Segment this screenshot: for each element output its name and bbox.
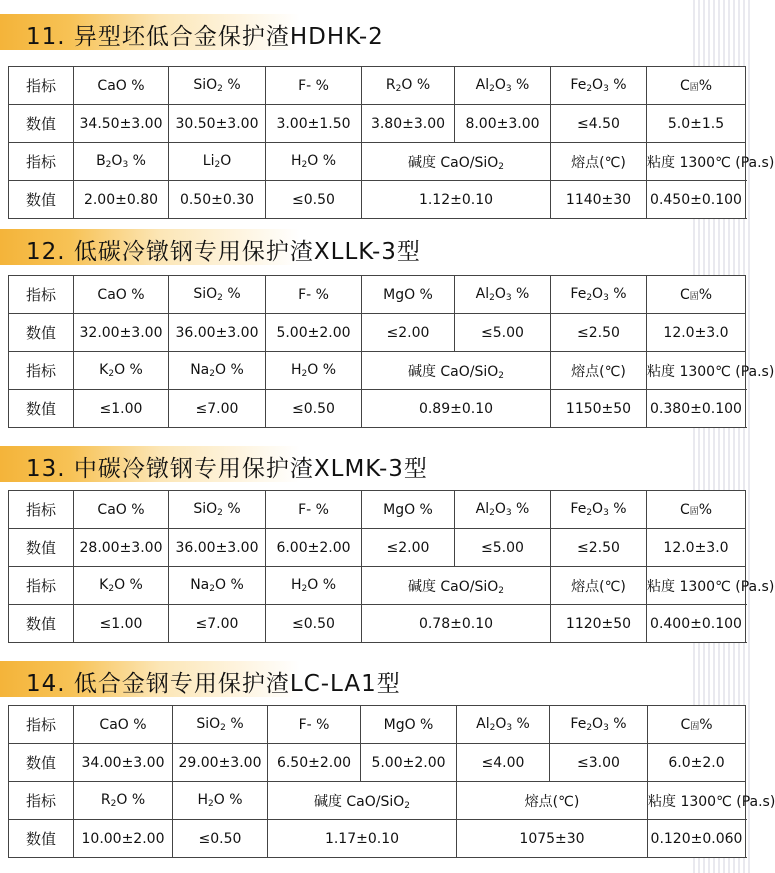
header-cell: 碱度 CaO/SiO$_2$: [268, 782, 457, 820]
value-cell: ≤7.00: [169, 390, 266, 428]
header-cell: $H_2O$ %: [266, 567, 362, 605]
header-cell: 粘度 1300℃ (Pa.s): [647, 352, 746, 390]
header-cell: C固%: [648, 706, 746, 744]
value-cell: ≤4.00: [457, 744, 550, 782]
header-cell: $Na_2O$ %: [169, 567, 266, 605]
header-cell: MgO %: [361, 706, 457, 744]
row-label: 指标: [9, 276, 74, 314]
header-cell: $K_2O$ %: [74, 352, 169, 390]
header-cell: MgO %: [362, 491, 455, 529]
value-cell: 30.50±3.00: [169, 105, 266, 143]
table-row: [9, 706, 746, 744]
value-cell: ≤7.00: [169, 605, 266, 643]
value-cell: ≤2.00: [362, 314, 455, 352]
row-label: 数值: [9, 744, 74, 782]
header-cell: $Li_2O$: [169, 143, 266, 181]
value-cell: 12.0±3.0: [647, 314, 746, 352]
header-cell: CaO %: [74, 276, 169, 314]
value-cell: 0.78±0.10: [362, 605, 551, 643]
value-cell: 36.00±3.00: [169, 529, 266, 567]
value-cell: 34.00±3.00: [74, 744, 173, 782]
header-cell: C固%: [647, 67, 746, 105]
value-cell: ≤0.50: [173, 820, 268, 858]
value-cell: 6.50±2.00: [268, 744, 361, 782]
value-cell: 0.50±0.30: [169, 181, 266, 219]
value-cell: 0.450±0.100: [647, 181, 746, 219]
table-row: [9, 782, 746, 820]
value-cell: ≤1.00: [74, 605, 169, 643]
header-cell: 碱度 CaO/SiO$_2$: [362, 143, 551, 181]
header-cell: $Al_2O_3$ %: [455, 67, 551, 105]
value-cell: ≤3.00: [550, 744, 648, 782]
header-cell: SiO$_2$ %: [169, 67, 266, 105]
value-cell: 6.00±2.00: [266, 529, 362, 567]
header-cell: $K_2O$ %: [74, 567, 169, 605]
table-row: [9, 314, 746, 352]
header-cell: SiO$_2$ %: [169, 276, 266, 314]
header-cell: 熔点(℃): [551, 352, 647, 390]
row-label: 数值: [9, 529, 74, 567]
section-title-bar: [0, 446, 560, 482]
table-row: [9, 820, 746, 858]
row-label: 指标: [9, 782, 74, 820]
value-cell: 3.80±3.00: [362, 105, 455, 143]
header-cell: F- %: [266, 67, 362, 105]
value-cell: ≤5.00: [455, 314, 551, 352]
header-cell: $Fe_2O_3$ %: [551, 276, 647, 314]
header-cell: $Na_2O$ %: [169, 352, 266, 390]
row-label: 数值: [9, 605, 74, 643]
header-cell: CaO %: [74, 491, 169, 529]
header-cell: 粘度 1300℃ (Pa.s): [647, 567, 746, 605]
header-cell: 熔点(℃): [551, 567, 647, 605]
header-cell: 碱度 CaO/SiO$_2$: [362, 352, 551, 390]
value-cell: 0.380±0.100: [647, 390, 746, 428]
value-cell: 32.00±3.00: [74, 314, 169, 352]
table-row: [9, 352, 746, 390]
header-cell: $Al_2O_3$ %: [457, 706, 550, 744]
header-cell: 粘度 1300℃ (Pa.s): [648, 782, 746, 820]
value-cell: ≤0.50: [266, 181, 362, 219]
value-cell: 0.89±0.10: [362, 390, 551, 428]
spec-table: [8, 66, 775, 219]
table-row: [9, 105, 746, 143]
section-title: 13. 中碳冷镦钢专用保护渣XLMK-3型: [26, 456, 428, 482]
header-cell: $Fe_2O_3$ %: [551, 491, 647, 529]
table-row: [9, 143, 746, 181]
row-label: 指标: [9, 143, 74, 181]
header-cell: MgO %: [362, 276, 455, 314]
value-cell: ≤2.50: [551, 529, 647, 567]
header-cell: F- %: [268, 706, 361, 744]
value-cell: 10.00±2.00: [74, 820, 173, 858]
value-cell: 29.00±3.00: [173, 744, 268, 782]
value-cell: 1.17±0.10: [268, 820, 457, 858]
row-label: 指标: [9, 567, 74, 605]
table-row: [9, 491, 746, 529]
header-cell: CaO %: [74, 706, 173, 744]
section-title: 11. 异型坯低合金保护渣HDHK-2: [26, 24, 384, 50]
value-cell: 5.0±1.5: [647, 105, 746, 143]
value-cell: 0.120±0.060: [648, 820, 746, 858]
header-cell: 粘度 1300℃ (Pa.s): [647, 143, 746, 181]
table-row: [9, 529, 746, 567]
header-cell: C固%: [647, 491, 746, 529]
table-row: [9, 390, 746, 428]
table-row: [9, 276, 746, 314]
value-cell: ≤0.50: [266, 605, 362, 643]
table-row: [9, 744, 746, 782]
header-cell: F- %: [266, 276, 362, 314]
section-title-bar: [0, 229, 560, 265]
table-row: [9, 181, 746, 219]
value-cell: 36.00±3.00: [169, 314, 266, 352]
value-cell: ≤2.00: [362, 529, 455, 567]
header-cell: SiO$_2$ %: [169, 491, 266, 529]
value-cell: 5.00±2.00: [266, 314, 362, 352]
section-title-bar: [0, 661, 560, 697]
spec-table: [8, 490, 775, 643]
header-cell: $H_2O$ %: [173, 782, 268, 820]
header-cell: C固%: [647, 276, 746, 314]
value-cell: ≤1.00: [74, 390, 169, 428]
value-cell: ≤4.50: [551, 105, 647, 143]
value-cell: 5.00±2.00: [361, 744, 457, 782]
row-label: 指标: [9, 706, 74, 744]
table-row: [9, 605, 746, 643]
header-cell: 熔点(℃): [551, 143, 647, 181]
value-cell: 12.0±3.0: [647, 529, 746, 567]
value-cell: 2.00±0.80: [74, 181, 169, 219]
header-cell: CaO %: [74, 67, 169, 105]
value-cell: 8.00±3.00: [455, 105, 551, 143]
value-cell: ≤2.50: [551, 314, 647, 352]
row-label: 数值: [9, 820, 74, 858]
section-title: 14. 低合金钢专用保护渣LC-LA1型: [26, 671, 401, 697]
row-label: 指标: [9, 352, 74, 390]
value-cell: 6.0±2.0: [648, 744, 746, 782]
table-row: [9, 567, 746, 605]
header-cell: $Al_2O_3$ %: [455, 276, 551, 314]
header-cell: $B_2O_3$ %: [74, 143, 169, 181]
row-label: 指标: [9, 67, 74, 105]
header-cell: $R_2O$ %: [362, 67, 455, 105]
header-cell: 碱度 CaO/SiO$_2$: [362, 567, 551, 605]
value-cell: 1140±30: [551, 181, 647, 219]
header-cell: 熔点(℃): [457, 782, 648, 820]
header-cell: $R_2O$ %: [74, 782, 173, 820]
value-cell: ≤5.00: [455, 529, 551, 567]
row-label: 数值: [9, 390, 74, 428]
spec-table: [8, 275, 775, 428]
header-cell: $Fe_2O_3$ %: [551, 67, 647, 105]
value-cell: 34.50±3.00: [74, 105, 169, 143]
value-cell: 0.400±0.100: [647, 605, 746, 643]
table-row: [9, 67, 746, 105]
row-label: 数值: [9, 314, 74, 352]
section-title: 12. 低碳冷镦钢专用保护渣XLLK-3型: [26, 239, 421, 265]
value-cell: 1.12±0.10: [362, 181, 551, 219]
header-cell: F- %: [266, 491, 362, 529]
section-title-bar: [0, 14, 560, 50]
row-label: 数值: [9, 105, 74, 143]
value-cell: 28.00±3.00: [74, 529, 169, 567]
value-cell: 1075±30: [457, 820, 648, 858]
header-cell: $Fe_2O_3$ %: [550, 706, 648, 744]
row-label: 数值: [9, 181, 74, 219]
header-cell: SiO$_2$ %: [173, 706, 268, 744]
header-cell: $H_2O$ %: [266, 143, 362, 181]
header-cell: $H_2O$ %: [266, 352, 362, 390]
header-cell: $Al_2O_3$ %: [455, 491, 551, 529]
value-cell: 1150±50: [551, 390, 647, 428]
spec-table: [8, 705, 775, 858]
value-cell: 3.00±1.50: [266, 105, 362, 143]
value-cell: 1120±50: [551, 605, 647, 643]
value-cell: ≤0.50: [266, 390, 362, 428]
row-label: 指标: [9, 491, 74, 529]
